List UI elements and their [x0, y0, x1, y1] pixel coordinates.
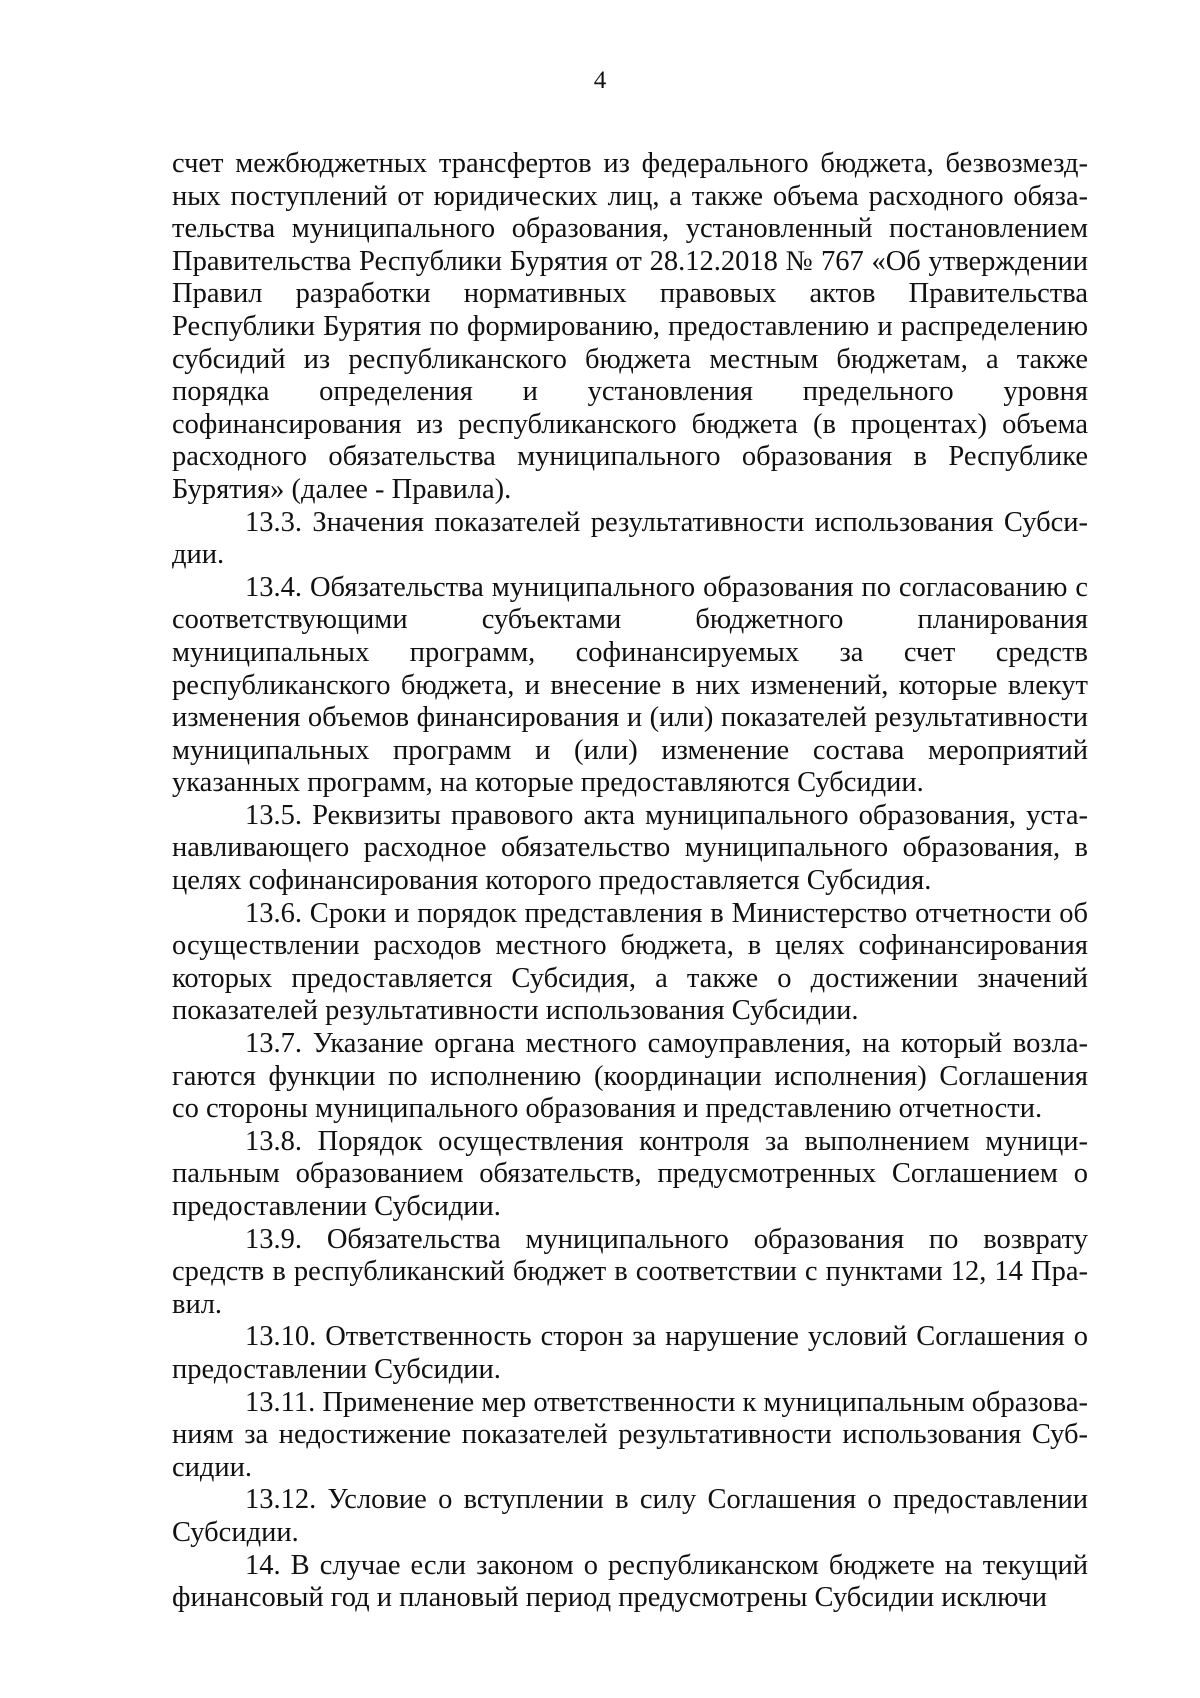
paragraph-13-8: 13.8. Порядок осуществления контроля за выполнением муниципальным образованием обязательств, предусмотренных Соглашением о предоставлении Субсидии.	[172, 1125, 1088, 1222]
page-number: 4	[593, 67, 607, 94]
paragraph-13-5: 13.5. Реквизиты правового акта муниципального образования, устанавливающего расходное обязательство муниципального образования, в целях софинансирования которого предоставляется Субсидия.	[172, 799, 1088, 897]
document-body	[172, 148, 1088, 1615]
paragraph-13-6: 13.6. Сроки и порядок представления в Министерство отчетности об осуществлении расходов местного бюджета, в целях софинансирования которых предоставляется Субсидия, а также о достижении значений показателей результативности использования Субсидии.	[172, 897, 1088, 1027]
paragraph-13-4: 13.4. Обязательства муниципального образования по согласованию с соответствующими субъектами бюджетного планирования муниципальных программ, софинансируемых за счет средств республиканского бюджета, и внесение в них изменений, которые влекут изменения объемов финансирования и (или) показателей результативности муниципальных программ и (или) изменение состава мероприятий указанных программ, на которые предоставляются Субсидии.	[172, 571, 1088, 799]
paragraph-13-11: 13.11. Применение мер ответственности к муниципальным образованиям за недостижение показателей результативности использования Субсидии.	[172, 1386, 1088, 1483]
paragraph-13-9: 13.9. Обязательства муниципального образования по возврату средств в республиканский бюджет в соответствии с пунктами 12, 14 Правил.	[172, 1223, 1088, 1320]
paragraph-13-10: 13.10. Ответственность сторон за нарушение условий Соглашения о предоставлении Субсидии.	[172, 1321, 1088, 1385]
paragraph-14: 14. В случае если законом о республиканском бюджете на текущий финансовый год и плановый период предусмотрены Субсидии исключи	[172, 1549, 1088, 1614]
paragraph-13-7: 13.7. Указание органа местного самоуправления, на который возлагаются функции по исполнению (координации исполнения) Соглашения со стороны муниципального образования и представлению отчетности.	[172, 1028, 1088, 1125]
paragraph-13-12: 13.12. Условие о вступлении в силу Соглашения о предоставлении Субсидии.	[172, 1484, 1088, 1548]
paragraph-continuation: счет межбюджетных трансфертов из федерального бюджета, безвозмездных поступлений от юридических лиц, а также объема расходного обязательства муниципального образования, установленный постановлением Правительства Республики Бурятия от 28.12.2018 № 767 «Об утверждении Правил разработки нормативных правовых актов Правительства Республики Бурятия по формированию, предоставлению и распределению субсидий из республиканского бюджета местным бюджетам, а также порядка определения и установления предельного уровня софинансирования из республиканского бюджета (в процентах) объема расходного обязательства муниципального образования в Республике Бурятия» (далее - Правила).	[172, 148, 1088, 505]
paragraph-13-3: 13.3. Значения показателей результативности использования Субсидии.	[172, 506, 1088, 571]
